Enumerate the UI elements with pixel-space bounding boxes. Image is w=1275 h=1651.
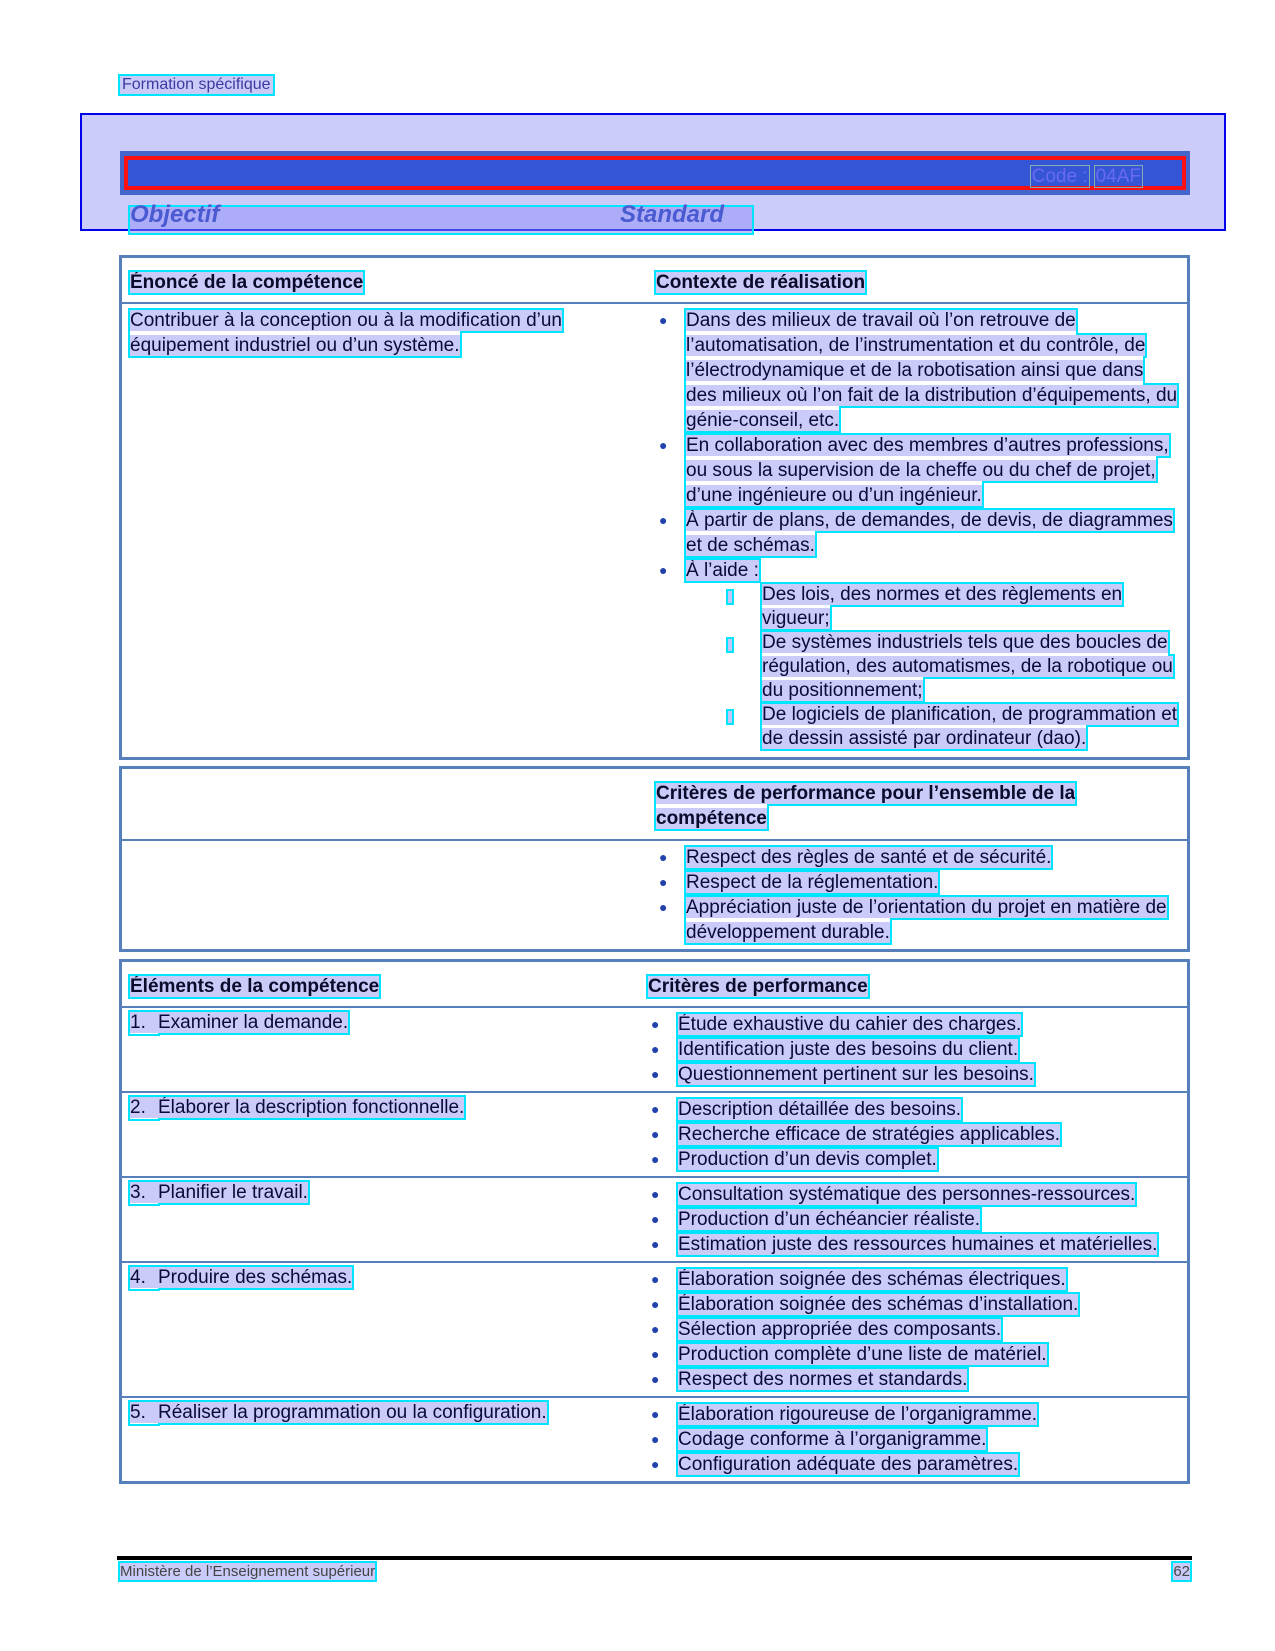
bullet-icon: ● (651, 1041, 660, 1057)
element-label (130, 1402, 547, 1423)
aide-item: Des lois, des normes et des règlements en vigueur; (724, 583, 1179, 631)
critere-item: ● Élaboration rigoureuse de l’organigramme. (651, 1404, 1038, 1425)
element-label (130, 1097, 464, 1118)
criteres-list (648, 1267, 1179, 1392)
bullet-icon: ● (651, 1101, 660, 1117)
page-number: 62 (1173, 1563, 1190, 1580)
element-row (121, 1007, 1189, 1092)
element-row (121, 1177, 1189, 1262)
running-head: Formation spécifique (122, 76, 271, 93)
bullet-icon: ● (651, 1406, 660, 1422)
enonce-text: Contribuer à la conception ou à la modification d’un équipement industriel ou d’un système. (130, 310, 562, 356)
footer (120, 1563, 1190, 1580)
criteres-ensemble-list (656, 845, 1179, 945)
critere-item: ● Description détaillée des besoins. (651, 1099, 962, 1120)
element-row (121, 1092, 1189, 1177)
critere-item: ● Consultation systématique des personnes-ressources. (651, 1184, 1136, 1205)
element-row (121, 1397, 1189, 1483)
criteres-list (648, 1012, 1179, 1087)
element-number: 1. (130, 1012, 146, 1033)
enonce-heading: Énoncé de la compétence (130, 272, 364, 293)
code-label (1025, 166, 1142, 188)
element-text: Examiner la demande. (158, 1012, 349, 1033)
aide-item: De systèmes industriels tels que des boucles de régulation, des automatismes, de la robotique ou du positionnement; (724, 631, 1179, 703)
sub-bullet-icon (726, 637, 734, 653)
elements-heading: Éléments de la compétence (130, 976, 380, 997)
contexte-heading: Contexte de réalisation (656, 272, 866, 293)
critere-item: ● Respect de la réglementation. (659, 872, 939, 893)
sub-bullet-icon (726, 589, 734, 605)
critere-item: ● Élaboration soignée des schémas d’installation. (651, 1294, 1079, 1315)
element-text: Produire des schémas. (158, 1267, 353, 1288)
title-block (80, 113, 1226, 231)
bullet-icon: ● (651, 1271, 660, 1287)
bullet-icon: ● (659, 899, 668, 915)
code-value: 04AF (1095, 166, 1141, 187)
critere-item: ● Codage conforme à l’organigramme. (651, 1429, 987, 1450)
critere-item: ● Production complète d’une liste de matériel. (651, 1344, 1047, 1365)
bullet-icon: ● (651, 1431, 660, 1447)
bullet-icon: ● (651, 1151, 660, 1167)
contexte-item: ● À partir de plans, de demandes, de devis, de diagrammes et de schémas. (659, 510, 1173, 556)
elements-table (119, 959, 1190, 1484)
contexte-item: ● À l’aide : Des lois, des normes et des règlements en vigueur; De systèmes industriels tels que des boucles de régulation, des automatismes, de la robotique ou du positionnement; De logiciels de planification, de programmation et de dessin assisté par ordinateur (dao). (659, 560, 1178, 749)
element-label (130, 1267, 352, 1288)
element-number: 3. (130, 1182, 146, 1203)
aide-list (686, 583, 1179, 751)
critere-item: ● Respect des normes et standards. (651, 1369, 968, 1390)
critere-item: ● Estimation juste des ressources humaines et matérielles. (651, 1234, 1158, 1255)
bullet-icon: ● (651, 1346, 660, 1362)
element-text: Réaliser la programmation ou la configuration. (158, 1402, 547, 1423)
bullet-icon: ● (659, 312, 668, 328)
bullet-icon: ● (651, 1236, 660, 1252)
contexte-item: ● En collaboration avec des membres d’autres professions, ou sous la supervision de la cheffe ou du chef de projet, d’une ingénieure ou d’un ingénieur. (659, 435, 1169, 506)
bullet-icon: ● (651, 1186, 660, 1202)
bullet-icon: ● (659, 874, 668, 890)
contexte-list (656, 308, 1179, 751)
column-headings (130, 201, 752, 233)
criteres-ensemble-table (119, 766, 1190, 952)
critere-item: ● Identification juste des besoins du client. (651, 1039, 1019, 1060)
critere-item: ● Production d’un échéancier réaliste. (651, 1209, 981, 1230)
critere-item: ● Configuration adéquate des paramètres. (651, 1454, 1019, 1475)
element-label (130, 1012, 348, 1033)
bullet-icon: ● (651, 1066, 660, 1082)
objectif-heading: Objectif (130, 201, 220, 228)
bullet-icon: ● (651, 1211, 660, 1227)
element-text: Planifier le travail. (158, 1182, 308, 1203)
critere-item: ● Appréciation juste de l’orientation du projet en matière de développement durable. (659, 897, 1167, 943)
criteres-list (648, 1097, 1179, 1172)
element-text: Élaborer la description fonctionnelle. (158, 1097, 465, 1118)
aide-item: De logiciels de planification, de programmation et de dessin assisté par ordinateur (dao). (724, 703, 1179, 751)
criteres-list (648, 1402, 1179, 1477)
bullet-icon: ● (659, 512, 668, 528)
code-label-text: Code : (1031, 166, 1088, 187)
critere-item: ● Questionnement pertinent sur les besoins. (651, 1064, 1034, 1085)
critere-item: ● Étude exhaustive du cahier des charges. (651, 1014, 1022, 1035)
bullet-icon: ● (651, 1126, 660, 1142)
bullet-icon: ● (659, 849, 668, 865)
element-number: 2. (130, 1097, 146, 1118)
critere-item: ● Recherche efficace de stratégies applicables. (651, 1124, 1060, 1145)
bullet-icon: ● (651, 1456, 660, 1472)
bullet-icon: ● (659, 562, 668, 578)
footer-ministry: Ministère de l’Enseignement supérieur (120, 1563, 376, 1580)
critere-item: ● Élaboration soignée des schémas électriques. (651, 1269, 1066, 1290)
element-number: 5. (130, 1402, 146, 1423)
critere-item: ● Sélection appropriée des composants. (651, 1319, 1002, 1340)
bullet-icon: ● (651, 1016, 660, 1032)
bullet-icon: ● (651, 1321, 660, 1337)
standard-heading: Standard (620, 201, 725, 228)
criteres-heading: Critères de performance (648, 976, 868, 997)
critere-item: ● Production d’un devis complet. (651, 1149, 937, 1170)
element-row (121, 1262, 1189, 1397)
bullet-icon: ● (659, 437, 668, 453)
bullet-icon: ● (651, 1296, 660, 1312)
criteres-list (648, 1182, 1179, 1257)
code-bar (120, 151, 1190, 195)
footer-rule (117, 1556, 1192, 1560)
bullet-icon: ● (651, 1371, 660, 1387)
contexte-item: ● Dans des milieux de travail où l’on retrouve de l’automatisation, de l’instrumentation et du contrôle, de l’électrodynamique et de la robotisation ainsi que dans des milieux où l’on fait de la distribution d’équipements, du génie-conseil, etc. (659, 310, 1178, 431)
critere-item: ● Respect des règles de santé et de sécurité. (659, 847, 1052, 868)
competence-table (119, 255, 1190, 760)
sub-bullet-icon (726, 709, 734, 725)
element-label (130, 1182, 308, 1203)
criteres-ensemble-heading: Critères de performance pour l’ensemble de la compétence (656, 783, 1076, 829)
element-number: 4. (130, 1267, 146, 1288)
